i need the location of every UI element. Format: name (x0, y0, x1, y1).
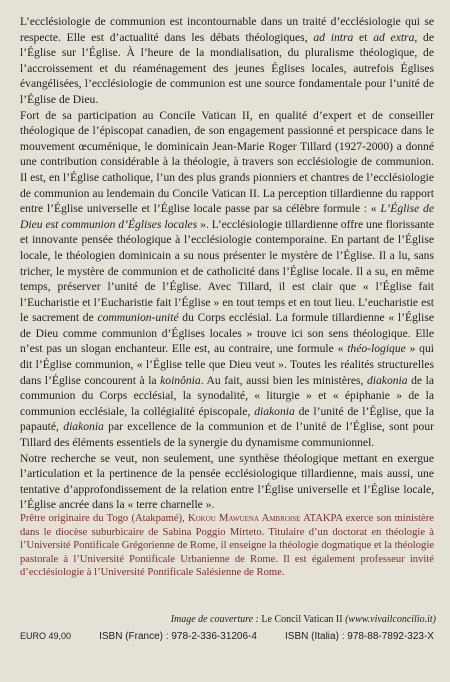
paragraph: Fort de sa participation au Concile Vatican II, en qualité d’expert et de conseiller théologique de l’épiscopat canadien, de son engagement passionné et perspicace dans le mouvement œcuménique, le dominicain Jean-Marie Roger Tillard (1927-2000) a donné une contribution considérable à la théologie, à travers son ecclésiologie de communion. Il est, en l’Église catholique, l’un des plus grands pionniers et chantres de l’ecclésiologie de communion au lendemain du Concile Vatican II. La perception tillardienne du rapport entre l’Église universelle et l’Église locale passe par sa célèbre formule : « L’Église de Dieu est communion d’Églises locales ». L’ecclésiologie tillardienne offre une florissante et innovante pensée théologique à l’ecclésiologie contemporaine. En partant de l’Église locale, le théologien dominicain a su nous présenter le mystère de l’Église. Il a lu, sans tricher, le mystère de communion et de catholicité dans l’Église locale. Il a su, en même temps, préserver l’unité de l’Église. Avec Tillard, il est clair que « l’Église fait l’Eucharistie et l’Eucharistie fait l’Église » en tout temps et en tout lieu. L’eucharistie est le sacrement de communion-unité du Corps ecclésial. La formule tillardienne « l’Église de Dieu comme communion d’Églises locales » trouve ici son sens théologique. Elle n’est pas un slogan enchanteur. Elle est, au contraire, une formule « théo-logique » qui dit l’Église communion, « l’Église telle que Dieu veut ». Toutes les réalités structurelles dans l’Église concourent à la koinônia. Au fait, aussi bien les ministères, diakonia de la communion du Corps ecclésial, la synodalité, « liturgie » et « épiphanie » de la communion ecclésiale, la collégialité épiscopale, diakonia de l’unité de l’Église, que la papauté, diakonia par excellence de la communion et de l’unité de l’Église, sont pour Tillard des éléments essentiels de la synergie du dynamisme communionnel. (20, 108, 435, 450)
isbn-france: ISBN (France) : 978-2-336-31206-4 (99, 631, 257, 642)
italic-term: L’Église de Dieu est communion d’Églises locales (20, 202, 434, 231)
footer (20, 631, 434, 642)
bio-details: exerce son ministère dans le diocèse suburbicaire de Sabina Poggio Mirteto. Titulaire d’un doctorat en théologie à l’Université Pontificale Grégorienne de Rome, il enseigne la théologie dogmatique et la théologie pastorale à l’Université Pontificale Urbanienne de Rome. Il est également professeur invité d’ecclésiologie à l’Université Pontificale Salésienne de Rome. (20, 513, 434, 579)
italic-term: diakonia (254, 404, 295, 418)
author-name: Kokou Mawuena Ambroise (187, 513, 301, 524)
cover-credit-label: Image de couverture : (170, 614, 259, 625)
summary-text (20, 14, 434, 513)
cover-credit (171, 614, 436, 625)
italic-term: ad extra (373, 30, 415, 44)
paragraph: Notre recherche se veut, non seulement, une synthèse théologique mettant en exergue l’articulation et la pertinence de la pensée ecclésiologique tillardienne, mais aussi, une tentative d’approfondissement de la relation entre l’Église universelle et l’Église locale, l’Église ancrée dans la « terre charnelle ». (20, 451, 434, 512)
price: EURO 49,00 (20, 631, 72, 641)
cover-credit-title: Le Concil Vatican II (258, 614, 346, 625)
italic-term: ad intra (313, 30, 354, 44)
italic-term: communion-unité (97, 311, 179, 325)
italic-term: koinônia (160, 373, 201, 387)
italic-term: diakonia (63, 420, 104, 434)
author-bio (20, 512, 434, 580)
author-surname: ATAKPA (303, 513, 343, 524)
italic-term: théo-logique (347, 342, 406, 356)
italic-term: diakonia (366, 373, 408, 387)
cover-credit-url: (www.vivailconcilio.it) (345, 614, 436, 625)
paragraph: L’ecclésiologie de communion est incontournable dans un traité d’ecclésiologie qui se respecte. Elle est d’actualité dans les débats théologiques, ad intra et ad extra, de l’Église sur l’Église. À l’heure de la mondialisation, du pluralisme théologique, de l’accroissement et du réaménagement des jeunes Églises locales, autrefois Églises évangélisées, l’ecclésiologie de communion est une source fondamentale pour l’unité de l’Église de Dieu. (20, 15, 434, 106)
isbn-italia: ISBN (Italia) : 978-88-7892-323-X (285, 631, 434, 642)
bio-intro: Prêtre originaire du Togo (Atakpamé), (20, 513, 188, 524)
